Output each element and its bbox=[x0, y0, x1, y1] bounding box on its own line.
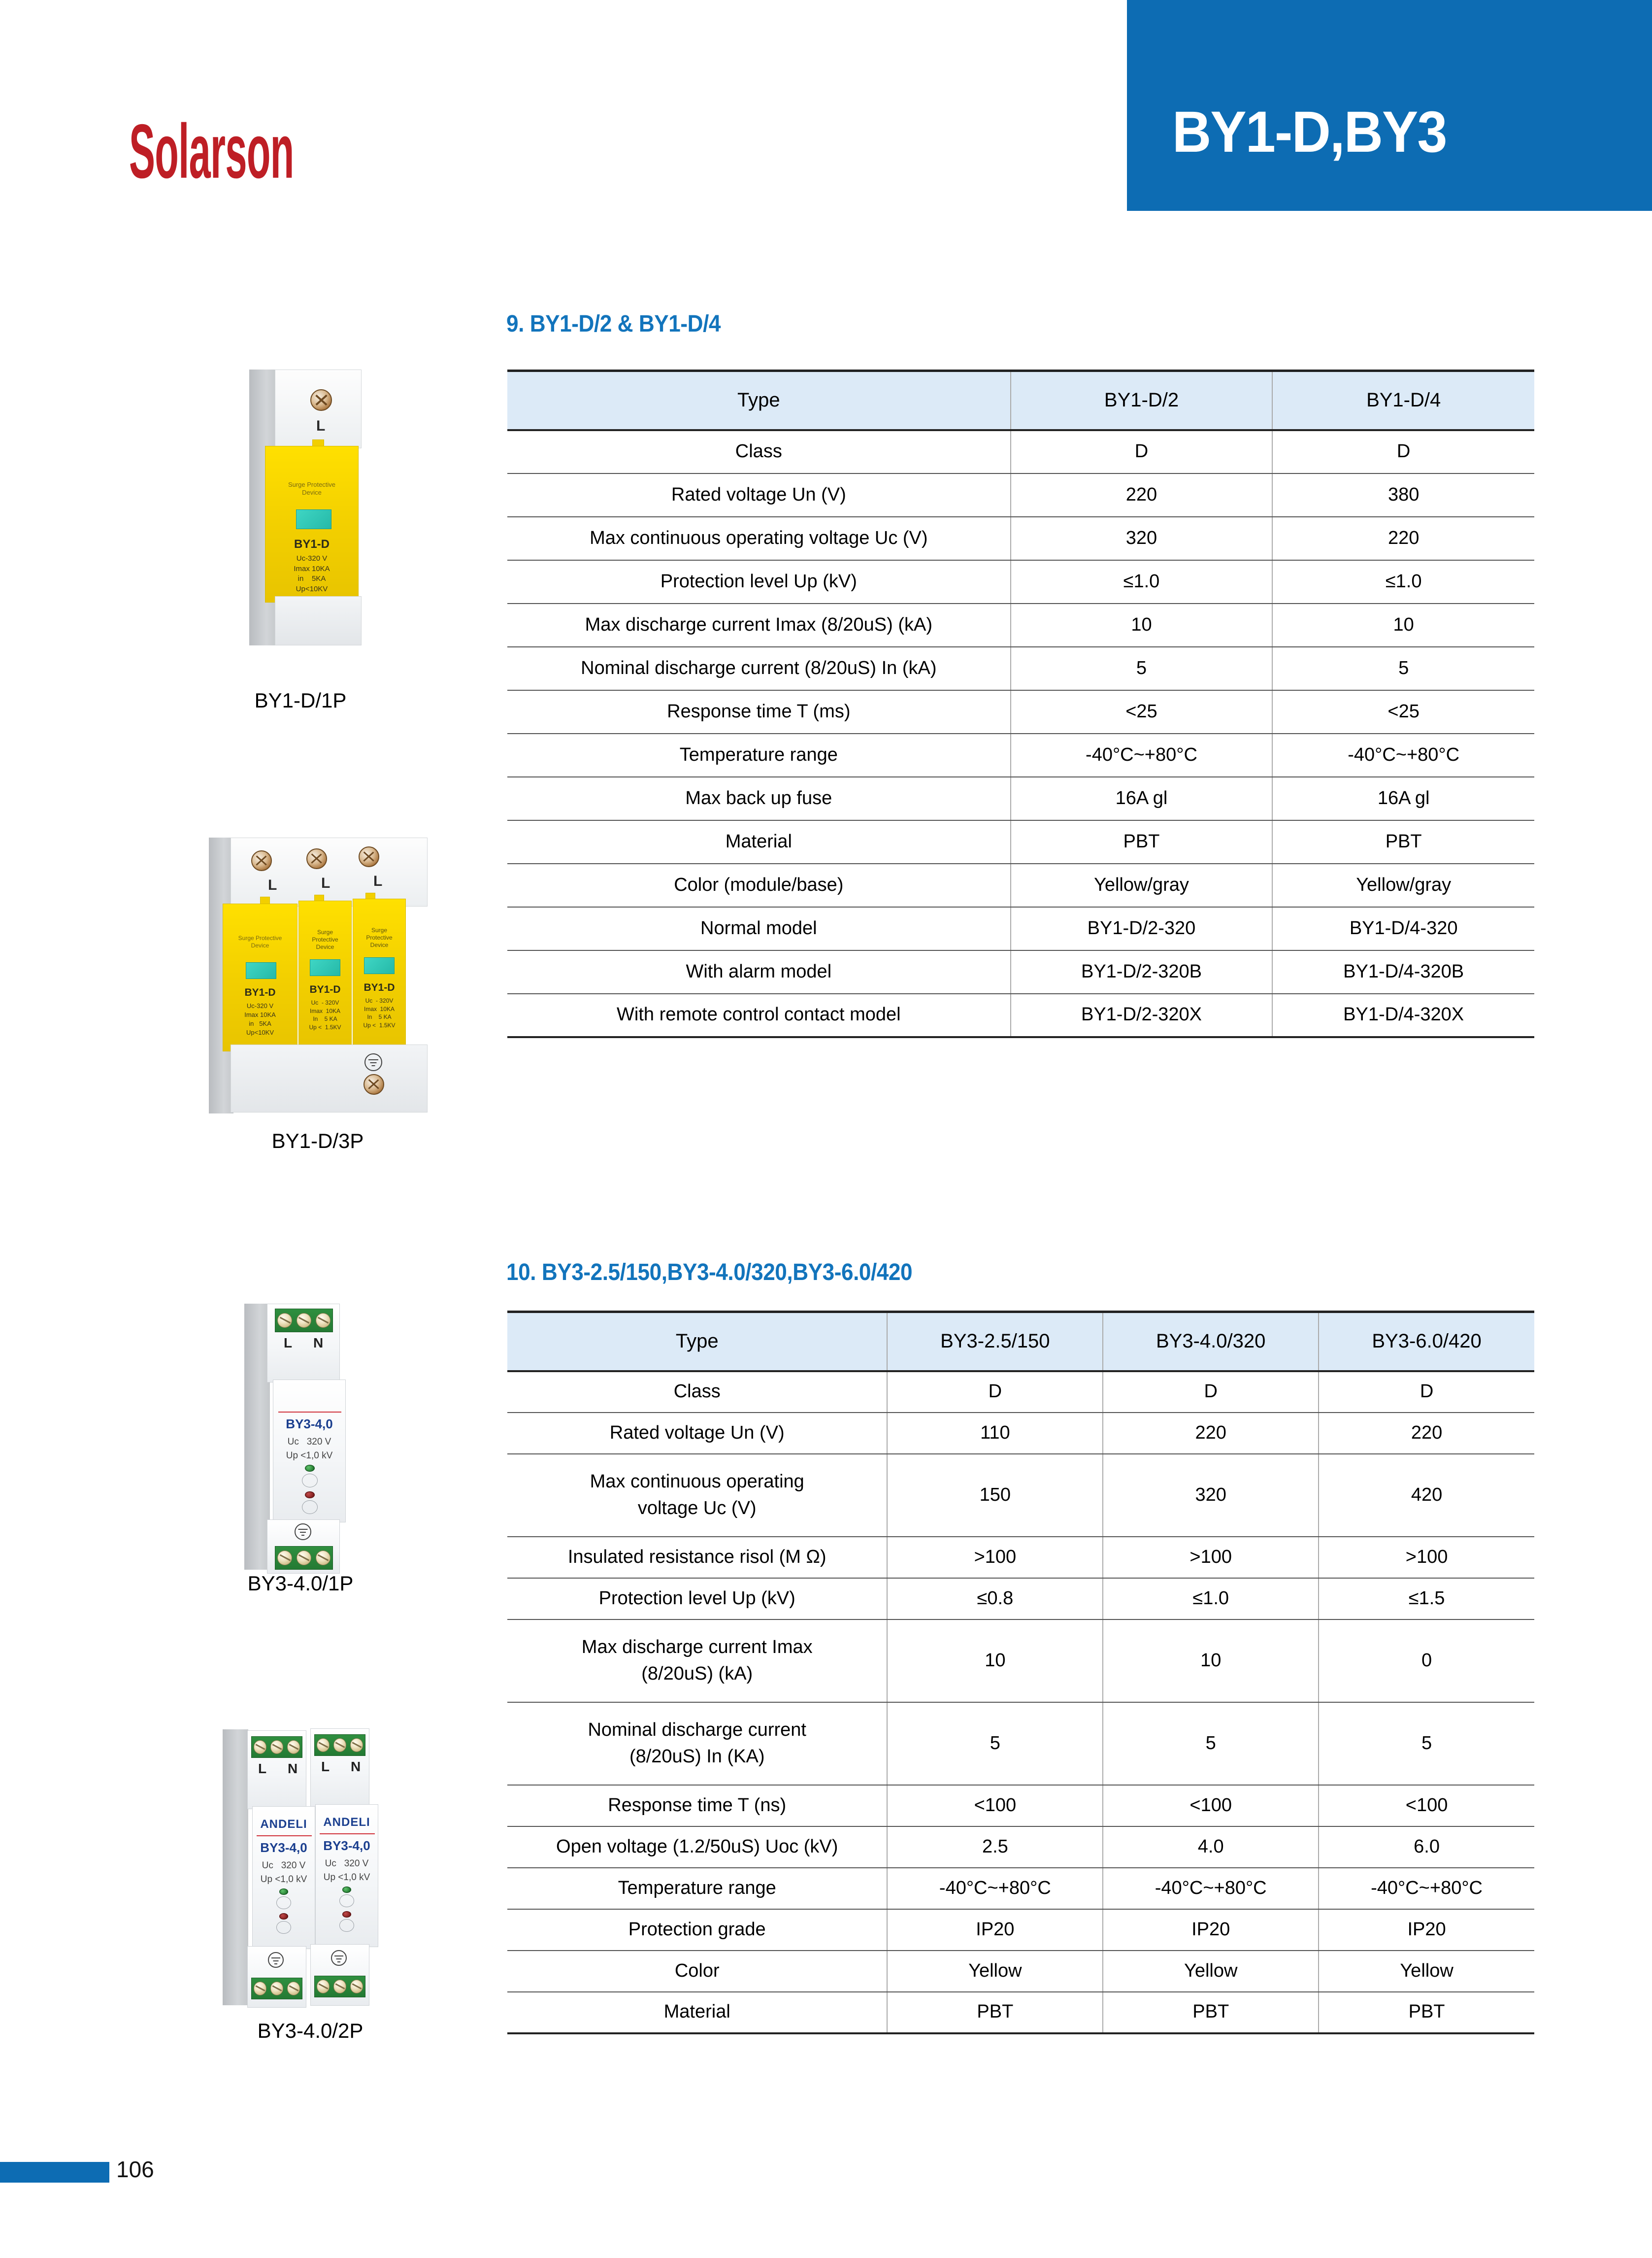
terminal-block-bottom bbox=[275, 1546, 333, 1570]
row-value: -40°C~+80°C bbox=[1011, 734, 1273, 777]
row-label: With alarm model bbox=[507, 950, 1011, 994]
row-label: Max discharge current Imax (8/20uS) (kA) bbox=[507, 1619, 887, 1702]
row-label: Rated voltage Un (V) bbox=[507, 1413, 887, 1454]
earth-ground-icon bbox=[364, 1053, 382, 1071]
brand-label: ANDELI bbox=[323, 1816, 370, 1829]
led-red-icon bbox=[305, 1491, 315, 1498]
led-red-icon bbox=[342, 1911, 351, 1918]
row-value: <25 bbox=[1011, 690, 1273, 734]
row-value: ≤0.8 bbox=[887, 1578, 1103, 1619]
row-value: >100 bbox=[887, 1537, 1103, 1578]
row-value: 0 bbox=[1319, 1619, 1534, 1702]
module-label: Surge Protective Device bbox=[312, 929, 338, 950]
status-window bbox=[246, 962, 276, 979]
brand-label: ANDELI bbox=[260, 1818, 307, 1831]
row-label: Nominal discharge current (8/20uS) In (KA) bbox=[507, 1702, 887, 1785]
smiley-face-icon bbox=[276, 1896, 291, 1909]
terminal-label-l: L bbox=[268, 877, 277, 893]
row-label: Open voltage (1.2/50uS) Uoc (kV) bbox=[507, 1826, 887, 1868]
module-label: Surge Protective Device bbox=[238, 935, 282, 949]
module-specs: Uc 320 V Up <1,0 kV bbox=[260, 1860, 307, 1885]
row-label: Normal model bbox=[507, 907, 1011, 950]
figure-caption-by3-2p: BY3-4.0/2P bbox=[257, 2019, 363, 2042]
row-label: Nominal discharge current (8/20uS) In (kA) bbox=[507, 647, 1011, 690]
row-label: Material bbox=[507, 820, 1011, 864]
module-code: BY1-D bbox=[309, 984, 341, 995]
table-row bbox=[507, 647, 1534, 690]
table-row bbox=[507, 1951, 1534, 1992]
table-row bbox=[507, 777, 1534, 820]
table-row bbox=[507, 1371, 1534, 1413]
row-value: ≤1.0 bbox=[1103, 1578, 1319, 1619]
row-value: <100 bbox=[1103, 1785, 1319, 1826]
terminal-label-n: N bbox=[313, 1335, 324, 1350]
section-title-9: 9. BY1-D/2 & BY1-D/4 bbox=[506, 311, 721, 337]
row-value: 320 bbox=[1011, 517, 1273, 560]
row-value: -40°C~+80°C bbox=[887, 1868, 1103, 1909]
terminal-label-l: L bbox=[373, 873, 383, 889]
led-green-icon bbox=[305, 1465, 315, 1472]
table-row bbox=[507, 734, 1534, 777]
earth-ground-icon bbox=[268, 1952, 284, 1968]
sad-face-icon bbox=[276, 1921, 291, 1934]
spd-module-body bbox=[298, 901, 352, 1048]
spec-table-by3 bbox=[507, 1311, 1534, 2034]
row-value: 10 bbox=[1011, 604, 1273, 647]
terminal-label-l: L bbox=[316, 418, 326, 434]
table-row bbox=[507, 690, 1534, 734]
terminal-label-l: L bbox=[258, 1761, 267, 1776]
led-green-icon bbox=[342, 1887, 351, 1893]
table-row bbox=[507, 430, 1534, 473]
row-value: Yellow bbox=[1319, 1951, 1534, 1992]
table-row bbox=[507, 1909, 1534, 1951]
terminal-block-top bbox=[251, 1736, 302, 1758]
row-value: <100 bbox=[1319, 1785, 1534, 1826]
row-label: Max discharge current Imax (8/20uS) (kA) bbox=[507, 604, 1011, 647]
figure-by1d-3p bbox=[202, 828, 433, 1123]
table-row bbox=[507, 1578, 1534, 1619]
table-body-by1d bbox=[507, 430, 1534, 1037]
row-label: Max continuous operating voltage Uc (V) bbox=[507, 1454, 887, 1537]
row-value: -40°C~+80°C bbox=[1319, 1868, 1534, 1909]
col-header-by1d4: BY1-D/4 bbox=[1272, 371, 1534, 430]
col-header-by3-60: BY3-6.0/420 bbox=[1319, 1312, 1534, 1371]
row-label: Insulated resistance risol (M Ω) bbox=[507, 1537, 887, 1578]
row-value: BY1-D/4-320B bbox=[1272, 950, 1534, 994]
sad-face-icon bbox=[339, 1919, 354, 1932]
table-row bbox=[507, 1992, 1534, 2033]
row-value: D bbox=[1272, 430, 1534, 473]
table-row bbox=[507, 1537, 1534, 1578]
module-specs: Uc-320 V Imax 10KA in 5KA Up<10KV bbox=[294, 554, 330, 594]
row-value: BY1-D/2-320 bbox=[1011, 907, 1273, 950]
module-label: Surge Protective Device bbox=[366, 927, 393, 948]
table-row bbox=[507, 1826, 1534, 1868]
table-row bbox=[507, 820, 1534, 864]
table-row bbox=[507, 1619, 1534, 1702]
row-label: Response time T (ns) bbox=[507, 1785, 887, 1826]
row-label: Class bbox=[507, 430, 1011, 473]
table-row bbox=[507, 1785, 1534, 1826]
row-value: 2.5 bbox=[887, 1826, 1103, 1868]
row-value: 220 bbox=[1272, 517, 1534, 560]
row-value: -40°C~+80°C bbox=[1103, 1868, 1319, 1909]
row-value: Yellow bbox=[887, 1951, 1103, 1992]
row-value: 5 bbox=[1011, 647, 1273, 690]
row-value: Yellow/gray bbox=[1272, 864, 1534, 907]
table-row bbox=[507, 1702, 1534, 1785]
row-value: BY1-D/2-320B bbox=[1011, 950, 1273, 994]
sad-face-icon bbox=[302, 1500, 318, 1514]
row-value: IP20 bbox=[1103, 1909, 1319, 1951]
row-value: 10 bbox=[1272, 604, 1534, 647]
terminal-label-l: L bbox=[321, 875, 330, 891]
row-value: IP20 bbox=[887, 1909, 1103, 1951]
figure-caption-by1d-1p: BY1-D/1P bbox=[254, 689, 347, 712]
col-header-by3-25: BY3-2.5/150 bbox=[887, 1312, 1103, 1371]
module-code: BY3-4,0 bbox=[260, 1840, 307, 1855]
brand-logo: Solarson bbox=[129, 108, 294, 195]
row-label: Temperature range bbox=[507, 1868, 887, 1909]
row-value: PBT bbox=[1319, 1992, 1534, 2033]
row-value: <25 bbox=[1272, 690, 1534, 734]
table-body-by3 bbox=[507, 1371, 1534, 2033]
module-label: Surge Protective Device bbox=[288, 481, 336, 497]
row-value: 6.0 bbox=[1319, 1826, 1534, 1868]
row-value: -40°C~+80°C bbox=[1272, 734, 1534, 777]
led-red-icon bbox=[279, 1913, 288, 1920]
table-row bbox=[507, 604, 1534, 647]
figure-by3-1p bbox=[222, 1301, 379, 1577]
row-label: Material bbox=[507, 1992, 887, 2033]
row-value: ≤1.0 bbox=[1011, 560, 1273, 604]
module-specs: Uc-320 V Imax 10KA in 5KA Up<10KV bbox=[244, 1002, 276, 1036]
row-label: Color (module/base) bbox=[507, 864, 1011, 907]
table-row bbox=[507, 1454, 1534, 1537]
row-value: PBT bbox=[1272, 820, 1534, 864]
status-window bbox=[364, 957, 395, 974]
row-value: <100 bbox=[887, 1785, 1103, 1826]
table-row bbox=[507, 864, 1534, 907]
row-value: D bbox=[1103, 1371, 1319, 1413]
module-code: BY3-4,0 bbox=[286, 1416, 333, 1431]
row-label: Class bbox=[507, 1371, 887, 1413]
figure-by3-2p bbox=[217, 1715, 404, 2020]
table-row bbox=[507, 1413, 1534, 1454]
row-value: PBT bbox=[1011, 820, 1273, 864]
row-value: 220 bbox=[1319, 1413, 1534, 1454]
row-value: 5 bbox=[1272, 647, 1534, 690]
table-row bbox=[507, 560, 1534, 604]
terminal-block-top bbox=[275, 1309, 333, 1332]
terminal-label-l: L bbox=[321, 1759, 330, 1774]
row-value: 150 bbox=[887, 1454, 1103, 1537]
terminal-screw-icon bbox=[310, 389, 332, 411]
row-label: Rated voltage Un (V) bbox=[507, 473, 1011, 517]
row-value: ≤1.0 bbox=[1272, 560, 1534, 604]
terminal-block-top bbox=[314, 1734, 365, 1756]
row-value: 320 bbox=[1103, 1454, 1319, 1537]
footer-bar bbox=[0, 2162, 109, 2183]
terminal-block-bottom bbox=[251, 1978, 302, 1999]
row-value: 10 bbox=[887, 1619, 1103, 1702]
row-value: 220 bbox=[1011, 473, 1273, 517]
row-label: Response time T (ms) bbox=[507, 690, 1011, 734]
smiley-face-icon bbox=[302, 1474, 318, 1487]
table-row bbox=[507, 517, 1534, 560]
module-specs: Uc - 320V Imax 10KA In 5 KA Up < 1.5KV bbox=[309, 999, 341, 1031]
col-header-type: Type bbox=[507, 371, 1011, 430]
row-value: 16A gl bbox=[1272, 777, 1534, 820]
terminal-label-n: N bbox=[288, 1761, 298, 1776]
module-specs: Uc 320 V Up <1,0 kV bbox=[323, 1858, 370, 1883]
row-value: D bbox=[887, 1371, 1103, 1413]
terminal-screw-icon bbox=[251, 850, 272, 871]
table-header-row bbox=[507, 1312, 1534, 1371]
table-row bbox=[507, 1868, 1534, 1909]
row-value: 110 bbox=[887, 1413, 1103, 1454]
row-value: IP20 bbox=[1319, 1909, 1534, 1951]
terminal-label-n: N bbox=[351, 1759, 361, 1774]
row-value: 380 bbox=[1272, 473, 1534, 517]
row-label: Max back up fuse bbox=[507, 777, 1011, 820]
row-value: >100 bbox=[1103, 1537, 1319, 1578]
terminal-screw-icon bbox=[363, 1074, 384, 1095]
row-value: 4.0 bbox=[1103, 1826, 1319, 1868]
module-code: BY1-D bbox=[244, 987, 276, 998]
row-value: 10 bbox=[1103, 1619, 1319, 1702]
module-code: BY3-4,0 bbox=[323, 1838, 370, 1853]
row-value: >100 bbox=[1319, 1537, 1534, 1578]
row-value: BY1-D/4-320 bbox=[1272, 907, 1534, 950]
row-label: Protection grade bbox=[507, 1909, 887, 1951]
by3-module-body bbox=[315, 1804, 378, 1947]
terminal-screw-icon bbox=[306, 848, 327, 869]
col-header-type: Type bbox=[507, 1312, 887, 1371]
spd-module-body bbox=[353, 899, 406, 1046]
page-number: 106 bbox=[116, 2157, 154, 2182]
row-value: ≤1.5 bbox=[1319, 1578, 1534, 1619]
row-value: 220 bbox=[1103, 1413, 1319, 1454]
row-label: With remote control contact model bbox=[507, 994, 1011, 1037]
row-value: 16A gl bbox=[1011, 777, 1273, 820]
figure-by1d-1p bbox=[212, 365, 389, 650]
led-green-icon bbox=[279, 1888, 288, 1895]
row-label: Max continuous operating voltage Uc (V) bbox=[507, 517, 1011, 560]
row-label: Temperature range bbox=[507, 734, 1011, 777]
col-header-by1d2: BY1-D/2 bbox=[1011, 371, 1273, 430]
spec-table-by1d bbox=[507, 370, 1534, 1038]
status-window bbox=[296, 509, 331, 529]
earth-ground-icon bbox=[295, 1523, 311, 1540]
row-value: BY1-D/2-320X bbox=[1011, 994, 1273, 1037]
row-value: 420 bbox=[1319, 1454, 1534, 1537]
module-specs: Uc - 320V Imax 10KA In 5 KA Up < 1.5KV bbox=[363, 997, 396, 1029]
figure-caption-by3-1p: BY3-4.0/1P bbox=[247, 1572, 354, 1595]
page-title: BY1-D,BY3 bbox=[1172, 100, 1447, 165]
smiley-face-icon bbox=[339, 1894, 354, 1907]
figure-caption-by1d-3p: BY1-D/3P bbox=[271, 1129, 364, 1152]
section-title-10: 10. BY3-2.5/150,BY3-4.0/320,BY3-6.0/420 bbox=[506, 1259, 913, 1285]
table-row bbox=[507, 473, 1534, 517]
row-value: BY1-D/4-320X bbox=[1272, 994, 1534, 1037]
row-value: D bbox=[1011, 430, 1273, 473]
terminal-label-l: L bbox=[284, 1335, 293, 1350]
earth-ground-icon bbox=[331, 1950, 347, 1966]
row-label: Protection level Up (kV) bbox=[507, 1578, 887, 1619]
module-code: BY1-D bbox=[363, 982, 395, 993]
table-row bbox=[507, 907, 1534, 950]
row-label: Protection level Up (kV) bbox=[507, 560, 1011, 604]
row-value: 5 bbox=[887, 1702, 1103, 1785]
row-value: D bbox=[1319, 1371, 1534, 1413]
table-row bbox=[507, 950, 1534, 994]
table-row bbox=[507, 994, 1534, 1037]
row-value: PBT bbox=[887, 1992, 1103, 2033]
terminal-block-bottom bbox=[314, 1976, 365, 1997]
status-window bbox=[310, 959, 340, 976]
row-value: 5 bbox=[1319, 1702, 1534, 1785]
spd-module-body bbox=[265, 446, 359, 603]
row-label: Color bbox=[507, 1951, 887, 1992]
by3-module-body bbox=[252, 1806, 315, 1949]
module-code: BY1-D bbox=[294, 538, 330, 551]
row-value: Yellow bbox=[1103, 1951, 1319, 1992]
table-header-row bbox=[507, 371, 1534, 430]
spd-module-body bbox=[223, 904, 297, 1051]
col-header-by3-40: BY3-4.0/320 bbox=[1103, 1312, 1319, 1371]
module-specs: Uc 320 V Up <1,0 kV bbox=[286, 1437, 333, 1461]
by3-module-body bbox=[273, 1380, 346, 1522]
row-value: PBT bbox=[1103, 1992, 1319, 2033]
row-value: 5 bbox=[1103, 1702, 1319, 1785]
row-value: Yellow/gray bbox=[1011, 864, 1273, 907]
terminal-screw-icon bbox=[359, 846, 379, 867]
